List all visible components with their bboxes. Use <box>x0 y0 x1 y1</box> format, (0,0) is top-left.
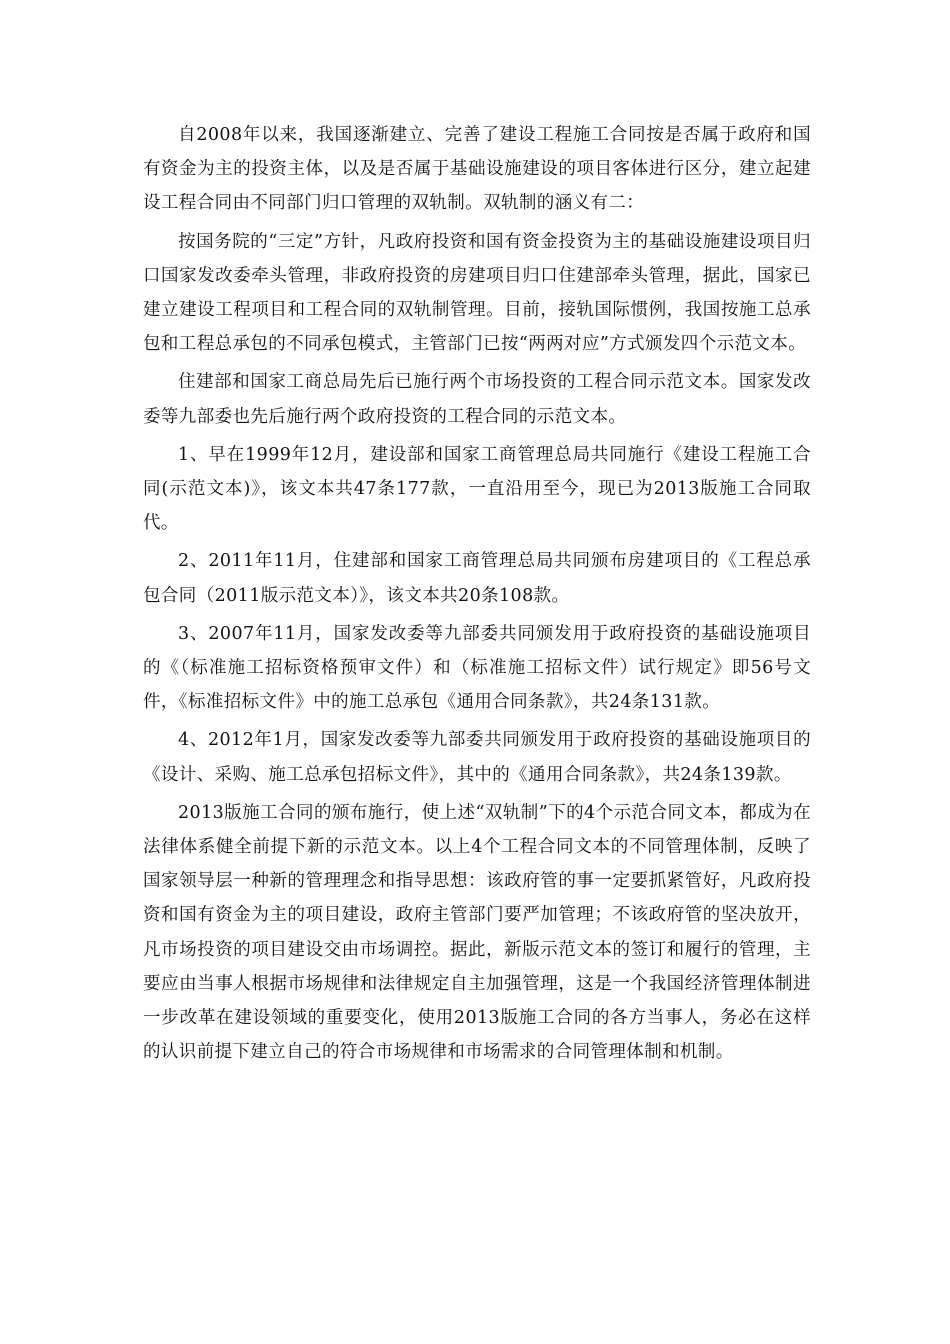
paragraph-intro: 自2008年以来，我国逐渐建立、完善了建设工程施工合同按是否属于政府和国有资金为主的投资主体，以及是否属于基础设施建设的项目客体进行区分，建立起建设工程合同由不同部门归口管理的双轨制。双轨制的涵义有二： <box>143 125 811 214</box>
document-body <box>143 118 811 1073</box>
paragraph-state-council-policy: 按国务院的“三定”方针，凡政府投资和国有资金投资为主的基础设施建设项目归口国家发改委牵头管理，非政府投资的房建项目归口住建部牵头管理，据此，国家已建立建设工程项目和工程合同的双轨制管理。目前，接轨国际惯例，我国按施工总承包和工程总承包的不同承包模式，主管部门已按“两两对应”方式颁发四个示范文本。 <box>143 231 811 355</box>
paragraph-conclusion: 2013版施工合同的颁布施行，使上述“双轨制”下的4个示范合同文本，都成为在法律体系健全前提下新的示范文本。以上4个工程合同文本的不同管理体制，反映了国家领导层一种新的管理理念和指导思想：该政府管的事一定要抓紧管好，凡政府投资和国有资金为主的项目建设，政府主管部门要严加管理；不该政府管的坚决放开，凡市场投资的项目建设交由市场调控。据此，新版示范文本的签订和履行的管理，主要应由当事人根据市场规律和法律规定自主加强管理，这是一个我国经济管理体制进一步改革在建设领域的重要变化，使用2013版施工合同的各方当事人，务必在这样的认识前提下建立自己的符合市场规律和市场需求的合同管理体制和机制。 <box>143 802 811 1063</box>
paragraph-item-1: 1、早在1999年12月，建设部和国家工商管理总局共同施行《建设工程施工合同(示范文本)》，该文本共47条177款，一直沿用至今，现已为2013版施工合同取代。 <box>143 444 811 534</box>
paragraph-item-2: 2、2011年11月，住建部和国家工商管理总局共同颁布房建项目的《工程总承包合同（2011版示范文本）》，该文本共20条108款。 <box>143 551 811 606</box>
paragraph-item-3: 3、2007年11月，国家发改委等九部委共同颁发用于政府投资的基础设施项目的《（标准施工招标资格预审文件）和（标准施工招标文件）试行规定》即56号文件，《标准招标文件》中的施工总承包《通用合同条款》，共24条131款。 <box>143 623 811 713</box>
paragraph-item-4: 4、2012年1月，国家发改委等九部委共同颁发用于政府投资的基础设施项目的《设计、采购、施工总承包招标文件》，其中的《通用合同条款》，共24条139款。 <box>143 730 811 785</box>
paragraph-model-texts-overview: 住建部和国家工商总局先后已施行两个市场投资的工程合同示范文本。国家发改委等九部委也先后施行两个政府投资的工程合同的示范文本。 <box>143 372 811 427</box>
